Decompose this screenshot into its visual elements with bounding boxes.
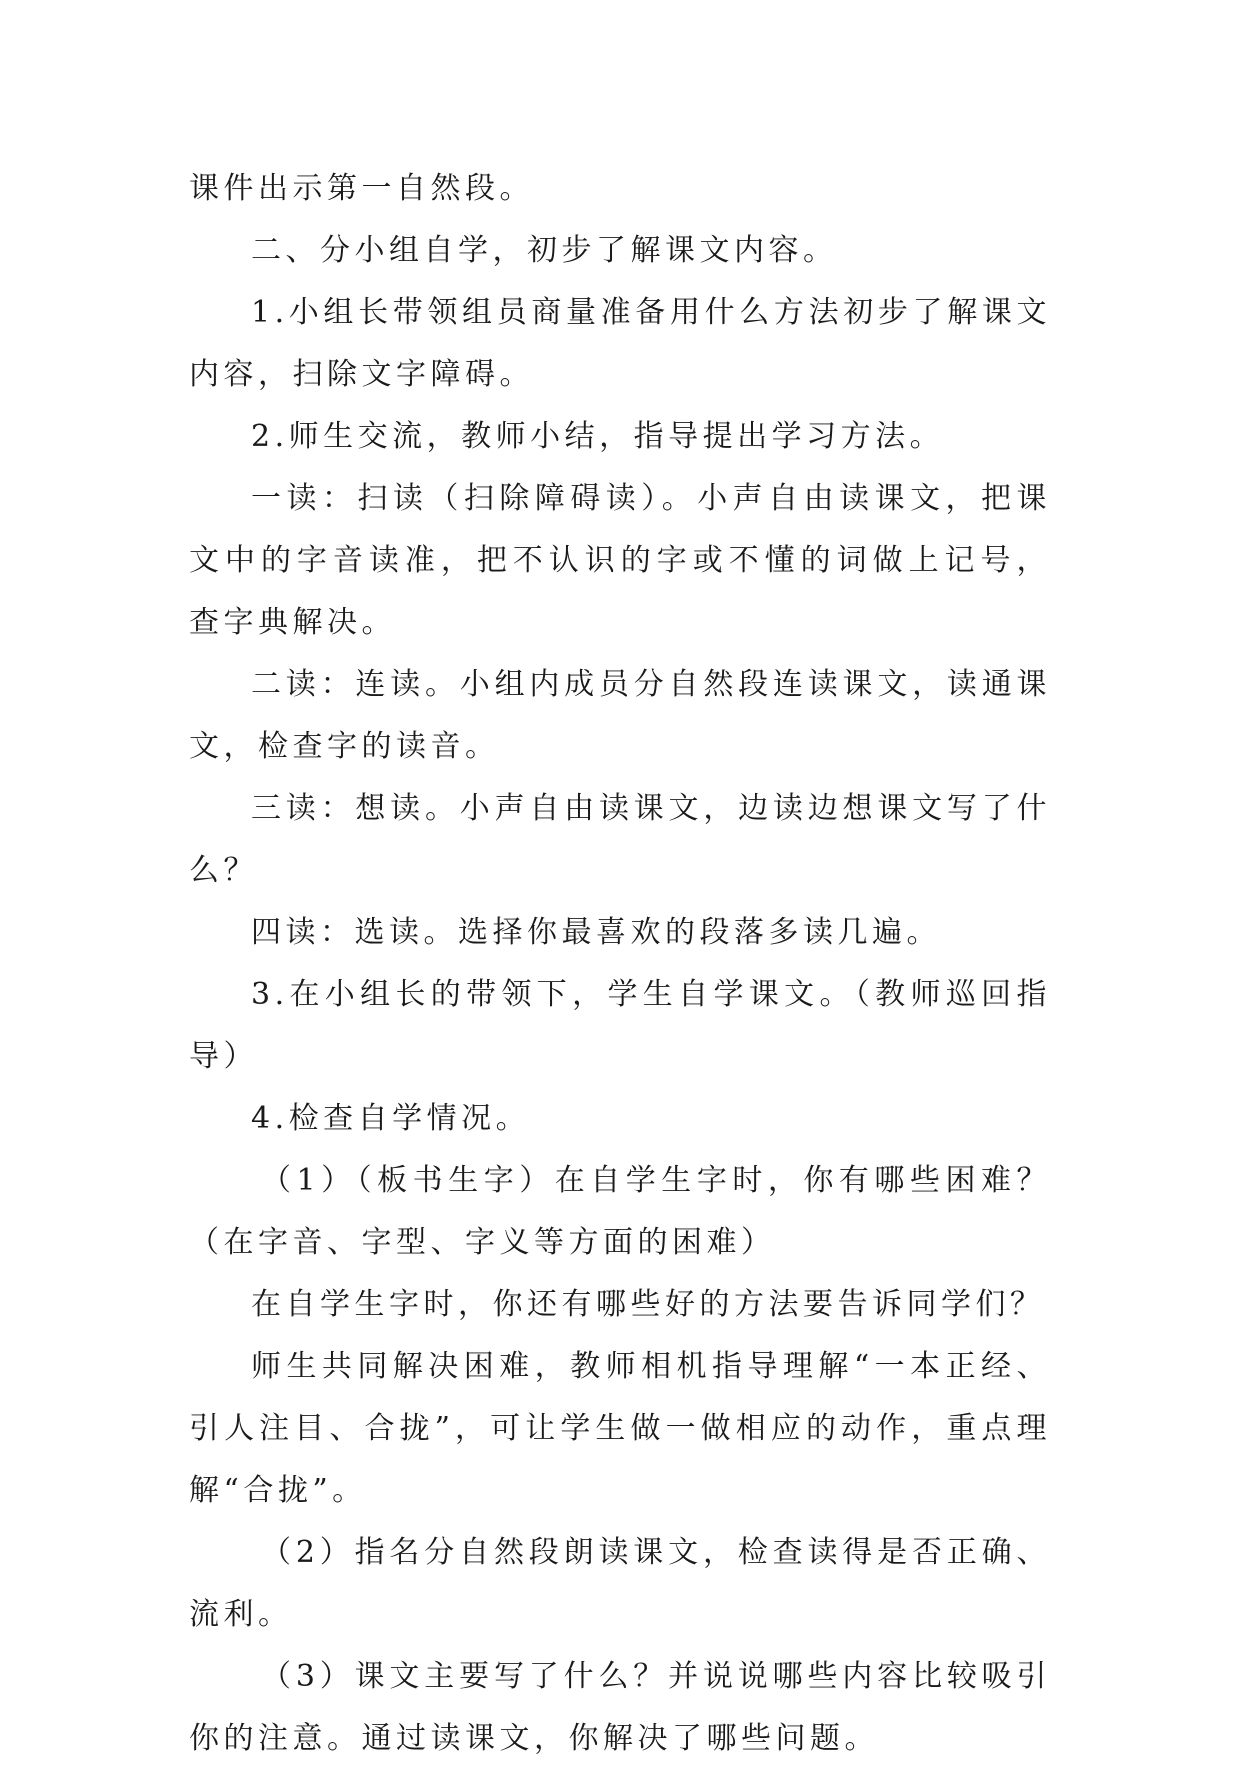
paragraph-second-reading: 二读：连读。小组内成员分自然段连读课文，读通课文，检查字的读音。 xyxy=(189,667,1051,764)
sub-item-2: （2）指名分自然段朗读课文，检查读得是否正确、流利。 xyxy=(189,1535,1051,1632)
paragraph-solve-difficulties: 师生共同解决困难，教师相机指导理解“一本正经、引人注目、合拢”，可让学生做一做相应的动作，重点理解“合拢”。 xyxy=(189,1349,1051,1508)
paragraph-share-methods: 在自学生字时，你还有哪些好的方法要告诉同学们？ xyxy=(251,1287,1045,1322)
section-heading-group-self-study: 二、分小组自学，初步了解课文内容。 xyxy=(251,233,838,268)
paragraph-third-reading: 三读：想读。小声自由读课文，边读边想课文写了什么？ xyxy=(189,791,1051,888)
list-item-1: 1.小组长带领组员商量准备用什么方法初步了解课文内容，扫除文字障碍。 xyxy=(189,295,1051,392)
sub-item-3: （3）课文主要写了什么？并说说哪些内容比较吸引你的注意。通过读课文，你解决了哪些问题。 xyxy=(189,1659,1051,1756)
paragraph-fourth-reading: 四读：选读。选择你最喜欢的段落多读几遍。 xyxy=(251,915,941,950)
list-item-4: 4.检查自学情况。 xyxy=(251,1101,531,1136)
document-body xyxy=(189,158,1051,1770)
list-item-2: 2.师生交流，教师小结，指导提出学习方法。 xyxy=(251,419,945,454)
list-item-3: 3.在小组长的带领下，学生自学课文。（教师巡回指导） xyxy=(189,977,1051,1074)
sub-item-1: （1）（板书生字）在自学生字时，你有哪些困难？（在字音、字型、字义等方面的困难） xyxy=(189,1163,1051,1260)
paragraph-courseware-display: 课件出示第一自然段。 xyxy=(189,171,534,206)
paragraph-first-reading: 一读：扫读（扫除障碍读）。小声自由读课文，把课文中的字音读准，把不认识的字或不懂的词做上记号，查字典解决。 xyxy=(189,481,1051,640)
